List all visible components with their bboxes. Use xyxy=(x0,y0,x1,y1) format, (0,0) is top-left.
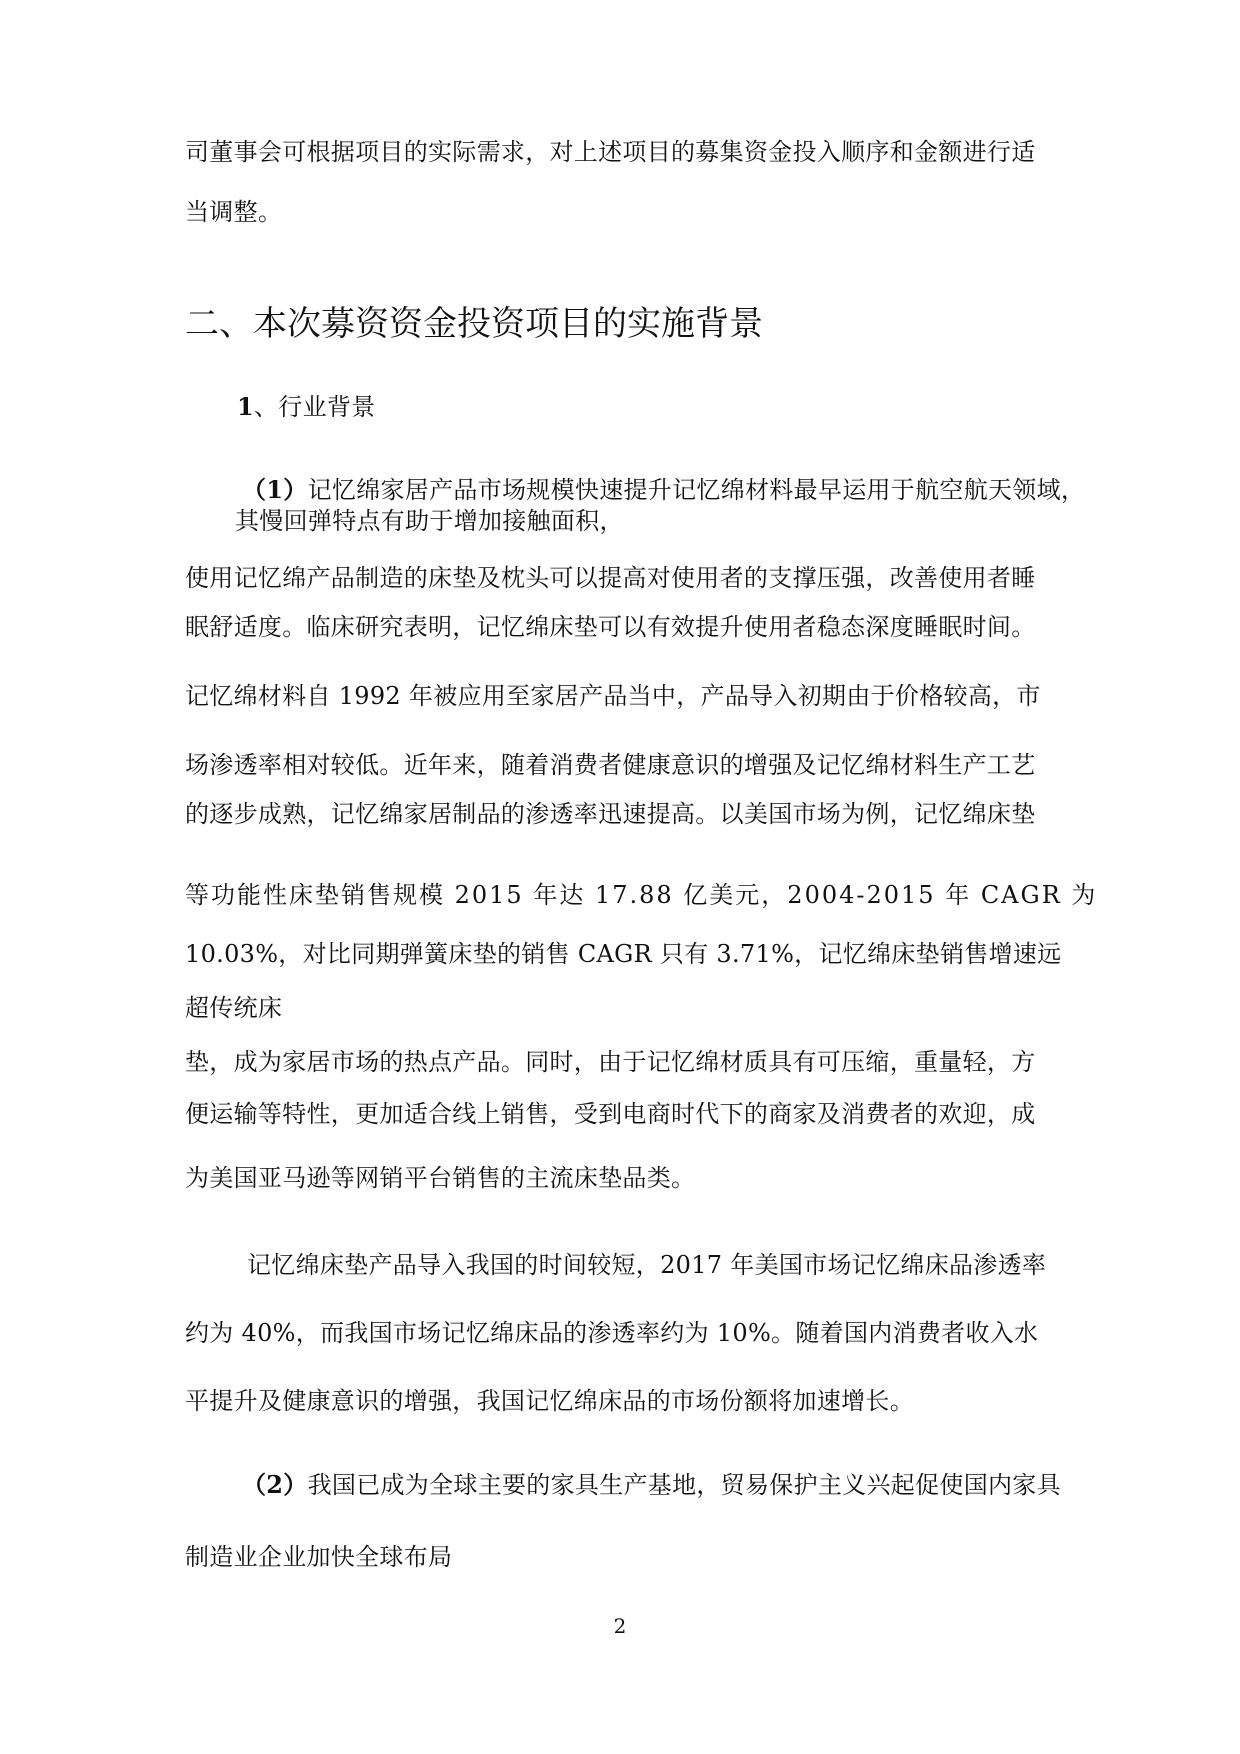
item-1-title-text: 记忆绵家居产品市场规模快速提升记忆绵材料最早运用于航空航天领域， xyxy=(307,476,1086,504)
text-line: 超传统床 xyxy=(185,994,283,1022)
item-2-title-continued: 制造业企业加快全球布局 xyxy=(185,1543,453,1571)
subsection-number: 1 xyxy=(237,392,254,421)
text-line: 场渗透率相对较低。近年来，随着消费者健康意识的增强及记忆绵材料生产工艺 xyxy=(185,751,1036,779)
text-line: 垫，成为家居市场的热点产品。同时，由于记忆绵材质具有可压缩，重量轻，方 xyxy=(185,1048,1036,1076)
page-number: 2 xyxy=(613,1614,627,1638)
text-line: 司董事会可根据项目的实际需求，对上述项目的募集资金投入顺序和金额进行适 xyxy=(185,138,1036,166)
text-line: 为美国亚马逊等网销平台销售的主流床垫品类。 xyxy=(185,1164,696,1192)
text-line: 便运输等特性，更加适合线上销售，受到电商时代下的商家及消费者的欢迎，成 xyxy=(185,1100,1036,1128)
item-2-title-text: 我国已成为全球主要的家具生产基地，贸易保护主义兴起促使国内家具 xyxy=(307,1471,1061,1499)
item-2-number: （2） xyxy=(242,1470,308,1499)
text-line: 10.03%，对比同期弹簧床垫的销售 CAGR 只有 3.71%，记忆绵床垫销售增速远 xyxy=(185,940,1062,968)
text-line: 记忆绵材料自 1992 年被应用至家居产品当中，产品导入初期由于价格较高，市 xyxy=(185,682,1041,710)
item-1-number: （1） xyxy=(242,475,308,504)
subsection-heading xyxy=(237,392,376,422)
text-line: 等功能性床垫销售规模 2015 年达 17.88 亿美元，2004-2015 年 CAGR 为 xyxy=(185,881,1098,909)
text-line: 平提升及健康意识的增强，我国记忆绵床品的市场份额将加速增长。 xyxy=(185,1387,914,1415)
text-line: 记忆绵床垫产品导入我国的时间较短，2017 年美国市场记忆绵床品渗透率 xyxy=(247,1251,1047,1279)
text-line: 约为 40%，而我国市场记忆绵床品的渗透率约为 10%。随着国内消费者收入水 xyxy=(185,1319,1039,1347)
text-line: 眠舒适度。临床研究表明，记忆绵床垫可以有效提升使用者稳态深度睡眠时间。 xyxy=(185,613,1036,641)
section-heading: 二、本次募资资金投资项目的实施背景 xyxy=(185,304,763,344)
text-line: 的逐步成熟，记忆绵家居制品的渗透率迅速提高。以美国市场为例，记忆绵床垫 xyxy=(185,800,1036,828)
item-1-title xyxy=(242,475,1085,505)
item-1-title-continued: 其慢回弹特点有助于增加接触面积， xyxy=(235,507,624,535)
subsection-label: 、行业背景 xyxy=(254,393,376,421)
item-2-title xyxy=(242,1470,1061,1500)
text-line: 当调整。 xyxy=(185,198,283,226)
text-line: 使用记忆绵产品制造的床垫及枕头可以提高对使用者的支撑压强，改善使用者睡 xyxy=(185,564,1036,592)
